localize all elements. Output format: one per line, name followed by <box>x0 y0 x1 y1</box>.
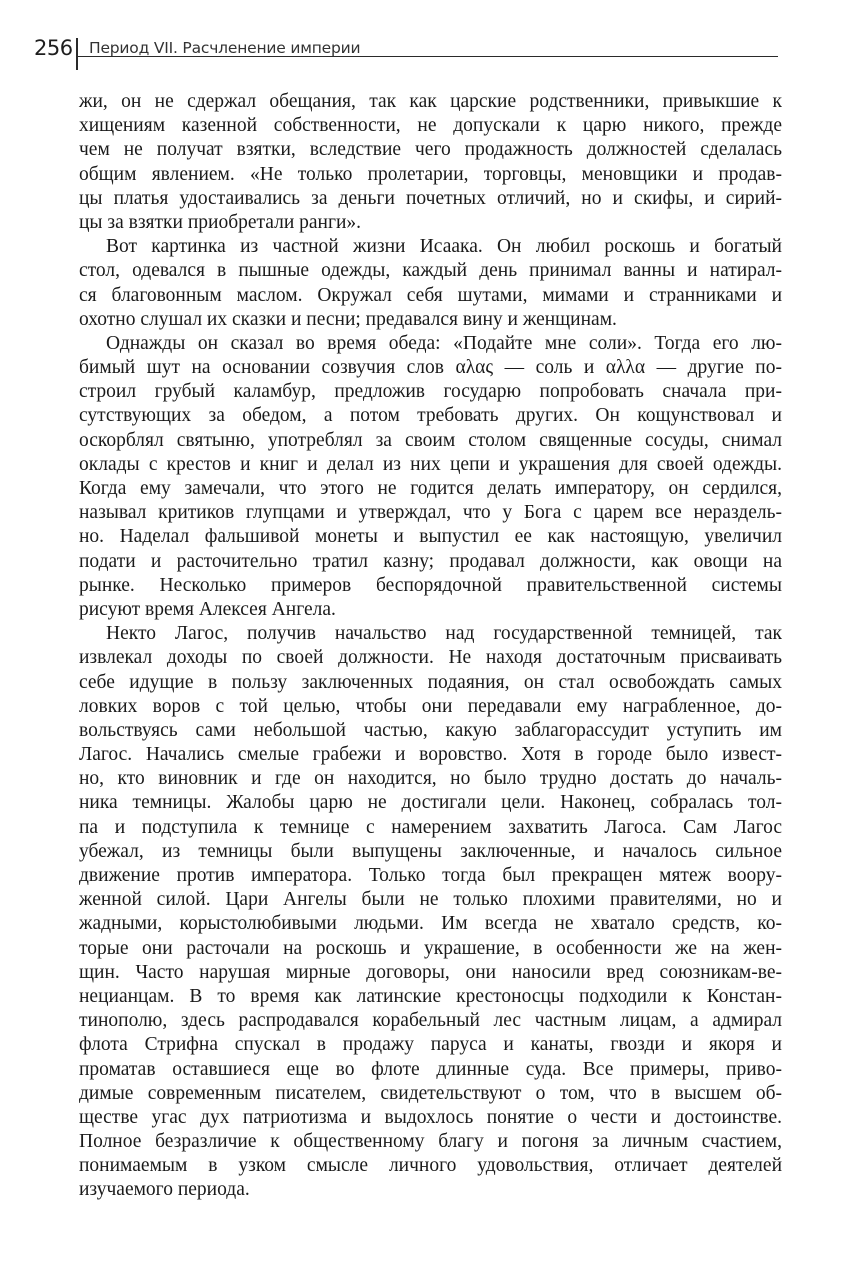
text-line: сутствующих за обедом, а потом требовать других. Он кощунствовал и <box>79 405 782 427</box>
paragraph <box>79 332 782 622</box>
text-line: стол, одевался в пышные одежды, каждый день принимал ванны и натирал- <box>79 260 782 282</box>
text-line: оскорблял святыню, употреблял за своим столом священные сосуды, снимал <box>79 429 782 451</box>
text-line: вольствуясь сами небольшой частью, какую заблагорассудит уступить им <box>79 719 782 741</box>
text-line: убежал, из темницы были выпущены заключенные, и началось сильное <box>79 840 782 862</box>
paragraph <box>79 235 782 332</box>
text-line: ся благовонным маслом. Окружал себя шутами, мимами и странниками и <box>79 284 782 306</box>
text-line: жадными, корыстолюбивыми людьми. Им всегда не хватало средств, ко- <box>79 913 782 935</box>
text-line: но. Наделал фальшивой монеты и выпустил ее как настоящую, увеличил <box>79 526 782 548</box>
text-line: бимый шут на основании созвучия слов αλας — соль и αλλα — другие по- <box>79 357 782 379</box>
text-line: изучаемого периода. <box>79 1179 250 1201</box>
text-line: рисуют время Алексея Ангела. <box>79 598 336 620</box>
text-line: движение против императора. Только тогда был прекращен мятеж воору- <box>79 865 782 886</box>
text-line: Когда ему замечали, что этого не годится делать императору, он сердился, <box>79 478 782 499</box>
page-number: 256 <box>34 36 73 60</box>
text-line: цы за взятки приобретали ранги». <box>79 211 362 233</box>
text-line: Вот картинка из частной жизни Исаака. Он любил роскошь и богатый <box>106 236 782 258</box>
text-line: щин. Часто нарушая мирные договоры, они наносили вред союзникам-ве- <box>79 961 782 983</box>
text-line: понимаемым в узком смысле личного удовольствия, отличает деятелей <box>79 1155 782 1177</box>
text-line: Однажды он сказал во время обеда: «Подайте мне соли». Тогда его лю- <box>106 332 782 354</box>
text-line: общим явлением. «Не только пролетарии, торговцы, меновщики и продав- <box>79 163 782 185</box>
text-line: ловких воров с той целью, чтобы они передавали ему награбленное, до- <box>79 695 782 717</box>
paragraph <box>79 90 782 235</box>
text-line: охотно слушал их сказки и песни; предавался вину и женщинам. <box>79 308 617 330</box>
text-line: Лагос. Начались смелые грабежи и воровство. Хотя в городе было извест- <box>79 744 782 766</box>
text-line: ника темницы. Жалобы царю не достигали цели. Наконец, собралась тол- <box>79 792 782 814</box>
running-title: Период VII. Расчленение империи <box>89 39 361 57</box>
text-line: Некто Лагос, получив начальство над государственной темницей, так <box>106 623 782 645</box>
text-line: тинополю, здесь распродавался корабельный лес частным лицам, а адмирал <box>79 1010 782 1032</box>
text-line: жи, он не сдержал обещания, так как царские родственники, привыкшие к <box>79 91 782 112</box>
text-line: строил грубый каламбур, предложив государю попробовать сначала при- <box>79 381 782 403</box>
text-line: цы платья удостаивались за деньги почетных отличий, но и скифы, и сирий- <box>79 187 782 209</box>
text-line: женной силой. Цари Ангелы были не только плохими правителями, но и <box>79 889 782 911</box>
text-line: проматав оставшиеся еще во флоте длинные суда. Все примеры, приво- <box>79 1058 782 1080</box>
text-line: ществе угас дух патриотизма и выдохлось понятие о чести и достоинстве. <box>79 1106 782 1128</box>
paragraph <box>79 622 782 1203</box>
text-line: подати и расточительно тратил казну; продавал должности, как овощи на <box>79 550 782 572</box>
text-line: чем не получат взятки, вследствие чего продажность должностей сделалась <box>79 139 782 161</box>
text-line: себе идущие в пользу заключенных подаяния, он стал освобождать самых <box>79 671 782 693</box>
text-line: рынке. Несколько примеров беспорядочной правительственной системы <box>79 574 782 596</box>
body-text <box>79 90 782 1203</box>
text-line: но, кто виновник и где он находится, но было трудно достать до началь- <box>79 768 782 790</box>
header-divider-vertical <box>76 38 78 70</box>
text-line: па и подступила к темнице с намерением захватить Лагоса. Сам Лагос <box>79 816 782 838</box>
text-line: димые современным писателем, свидетельствуют о том, что в высшем об- <box>79 1082 782 1104</box>
text-line: оклады с крестов и книг и делал из них цепи и украшения для своей одежды. <box>79 453 782 475</box>
text-line: хищениям казенной собственности, не допускали к царю никого, прежде <box>79 115 782 137</box>
page-header <box>34 36 778 72</box>
text-line: извлекал доходы по своей должности. Не находя достаточным присваивать <box>79 647 782 669</box>
text-line: нецианцам. В то время как латинские крестоносцы подходили к Констан- <box>79 985 782 1007</box>
text-line: флота Стрифна спускал в продажу паруса и канаты, гвозди и якоря и <box>79 1034 782 1056</box>
text-line: называл критиков глупцами и утверждал, что у Бога с царем все нераздель- <box>79 502 782 524</box>
text-line: торые они расточали на роскошь и украшение, в особенности же на жен- <box>79 937 782 959</box>
text-line: Полное безразличие к общественному благу и погоня за личным счастием, <box>79 1131 782 1153</box>
